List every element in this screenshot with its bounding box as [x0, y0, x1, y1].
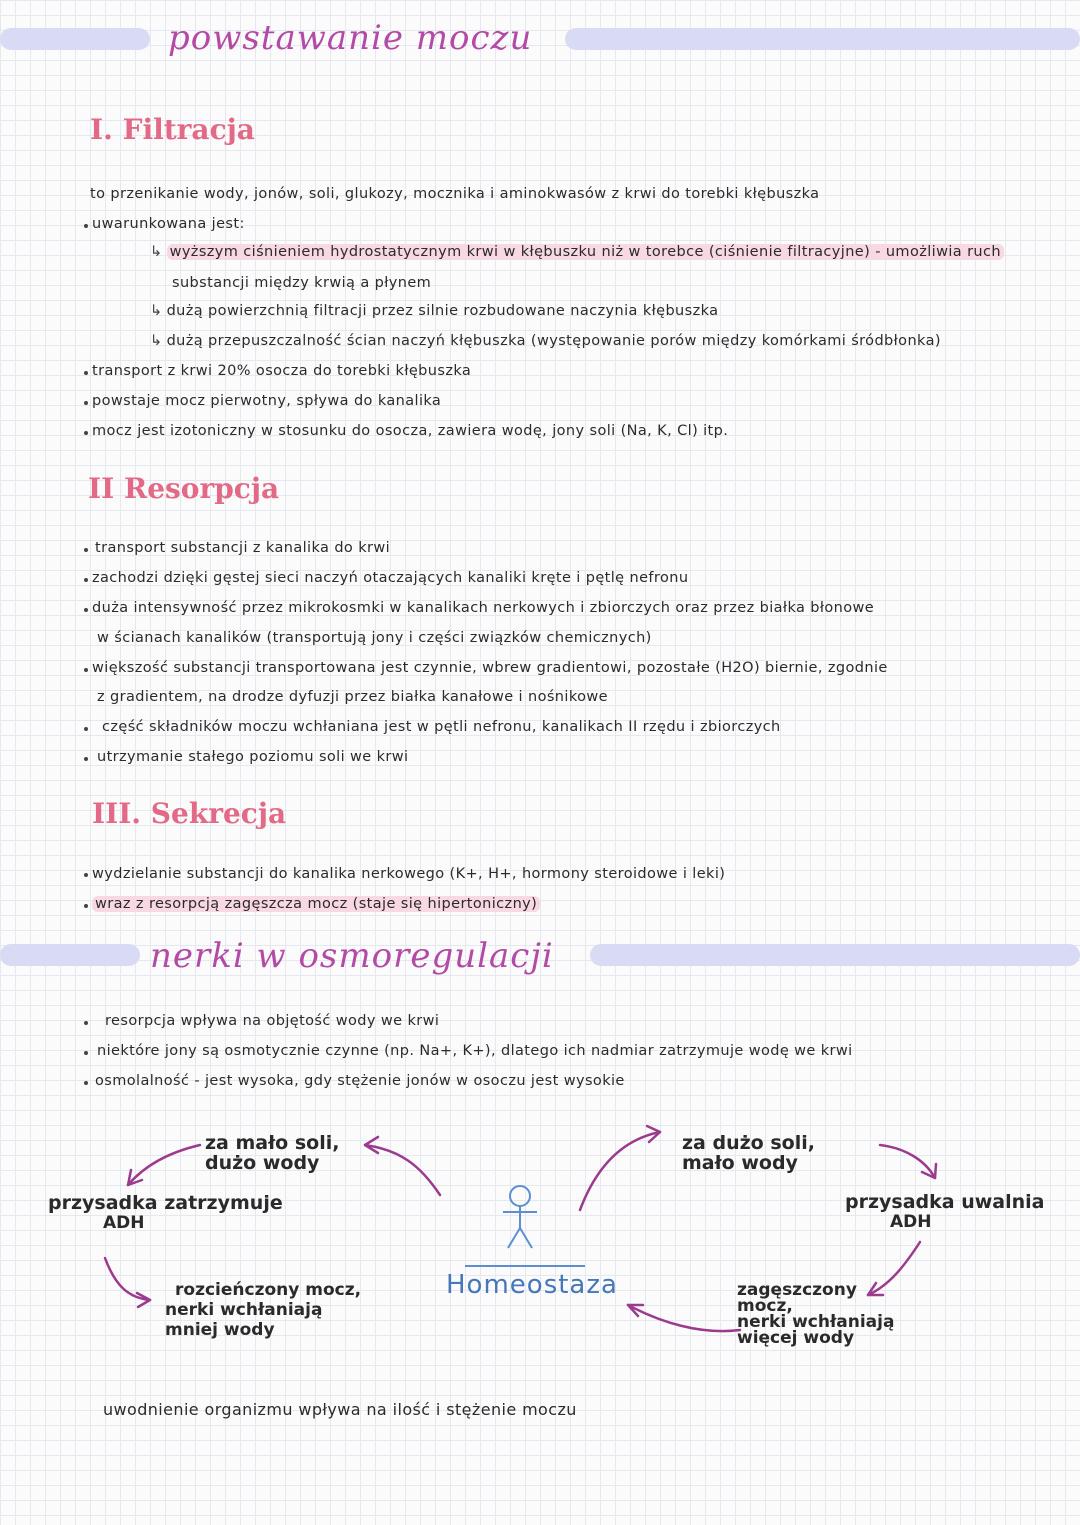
section-heading-filtration: I. Filtracja	[90, 113, 255, 146]
diagram-text: przysadka uwalnia	[845, 1191, 1045, 1213]
text-line: zachodzi dzięki gęstej sieci naczyń otaczających kanaliki kręte i pętlę nefronu	[92, 570, 689, 586]
diagram-text: ADH	[890, 1212, 932, 1232]
section-title-osmoregulation: nerki w osmoregulacji	[150, 936, 554, 976]
diagram-text: mniej wody	[165, 1320, 275, 1340]
diagram-top-right	[682, 1133, 815, 1173]
text-line: dużą przepuszczalność ścian naczyń kłębuszka (występowanie porów między komórkami śródbłonka)	[166, 333, 941, 349]
text-line: utrzymanie stałego poziomu soli we krwi	[97, 749, 409, 765]
text-line: transport z krwi 20% osocza do torebki kłębuszka	[92, 363, 472, 379]
diagram-text: mało wody	[682, 1152, 798, 1174]
diagram-top-left	[205, 1133, 339, 1173]
homeostasis-label: Homeostaza	[446, 1270, 618, 1300]
diagram-bottom-right	[737, 1282, 894, 1346]
person-icon-body	[503, 1206, 537, 1248]
text-line: mocz jest izotoniczny w stosunku do osocza, zawiera wodę, jony soli (Na, K, Cl) itp.	[92, 423, 729, 439]
text-line: powstaje mocz pierwotny, spływa do kanalika	[92, 393, 442, 409]
arrow-icon: ↳	[150, 333, 163, 349]
text-line: w ścianach kanalików (transportują jony i części związków chemicznych)	[97, 630, 652, 646]
text-line-highlight: wraz z resorpcją zagęszcza mocz (staje się hipertoniczny)	[92, 896, 540, 912]
text-line: dużą powierzchnią filtracji przez silnie rozbudowane naczynia kłębuszka	[166, 303, 719, 319]
diagram-text: zagęszczony	[737, 1280, 857, 1300]
page-title: powstawanie moczu	[168, 18, 533, 58]
text-line: wydzielanie substancji do kanalika nerkowego (K+, H+, hormony steroidowe i leki)	[92, 866, 726, 882]
section-heading-secretion: III. Sekrecja	[92, 797, 287, 830]
text-line: większość substancji transportowana jest czynnie, wbrew gradientowi, pozostałe (H2O) biernie, zgodnie	[92, 660, 888, 676]
diagram-text: dużo wody	[205, 1152, 320, 1174]
arrow-left-to-bottom-left	[105, 1258, 150, 1300]
text-line: osmolalność - jest wysoka, gdy stężenie jonów w osoczu jest wysokie	[95, 1073, 625, 1089]
text-line: wyższym ciśnieniem hydrostatycznym krwi w kłębuszku niż w torebce (ciśnienie filtracyjne) - umożliwia ruch	[167, 244, 1004, 260]
footer-text: uwodnienie organizmu wpływa na ilość i stężenie moczu	[103, 1400, 577, 1419]
arrow-top-left-to-left	[128, 1145, 200, 1185]
arrow-icon: ↳	[150, 244, 163, 260]
text-line: niektóre jony są osmotycznie czynne (np. Na+, K+), dlatego ich nadmiar zatrzymuje wodę we krwi	[97, 1043, 853, 1059]
diagram-text: za mało soli,	[205, 1132, 340, 1154]
diagram-text: więcej wody	[737, 1328, 855, 1348]
diagram-text: za dużo soli,	[682, 1132, 815, 1154]
diagram-bottom-left	[165, 1280, 361, 1340]
diagram-text: nerki wchłaniają	[165, 1300, 323, 1320]
text-line: duża intensywność przez mikrokosmki w kanalikach nerkowych i zbiorczych oraz przez białka błonowe	[92, 600, 875, 616]
diagram-text: rozcieńczony mocz,	[175, 1280, 362, 1300]
person-icon-head	[510, 1186, 530, 1206]
diagram-text: mocz,	[737, 1296, 793, 1316]
text-line: transport substancji z kanalika do krwi	[95, 540, 391, 556]
diagram-right	[845, 1192, 1045, 1232]
text-line: część składników moczu wchłaniana jest w pętli nefronu, kanalikach II rzędu i zbiorczych	[102, 719, 781, 735]
diagram-text: przysadka zatrzymuje	[48, 1192, 283, 1214]
section-heading-resorption: II Resorpcja	[88, 472, 280, 505]
text-line: uwarunkowana jest:	[92, 216, 245, 232]
text-line: substancji między krwią a płynem	[172, 275, 432, 291]
diagram-left	[48, 1193, 283, 1233]
text-line: to przenikanie wody, jonów, soli, glukozy, mocznika i aminokwasów z krwi do torebki kłębuszka	[90, 186, 820, 202]
text-line: z gradientem, na drodze dyfuzji przez białka kanałowe i nośnikowe	[97, 689, 608, 705]
arrow-bottom-right-to-center	[628, 1305, 740, 1331]
arrow-icon: ↳	[150, 303, 163, 319]
diagram-text: ADH	[103, 1213, 145, 1233]
text-line: resorpcja wpływa na objętość wody we krwi	[105, 1013, 440, 1029]
diagram-text: nerki wchłaniają	[737, 1312, 895, 1332]
arrow-center-to-top-right	[580, 1132, 660, 1210]
